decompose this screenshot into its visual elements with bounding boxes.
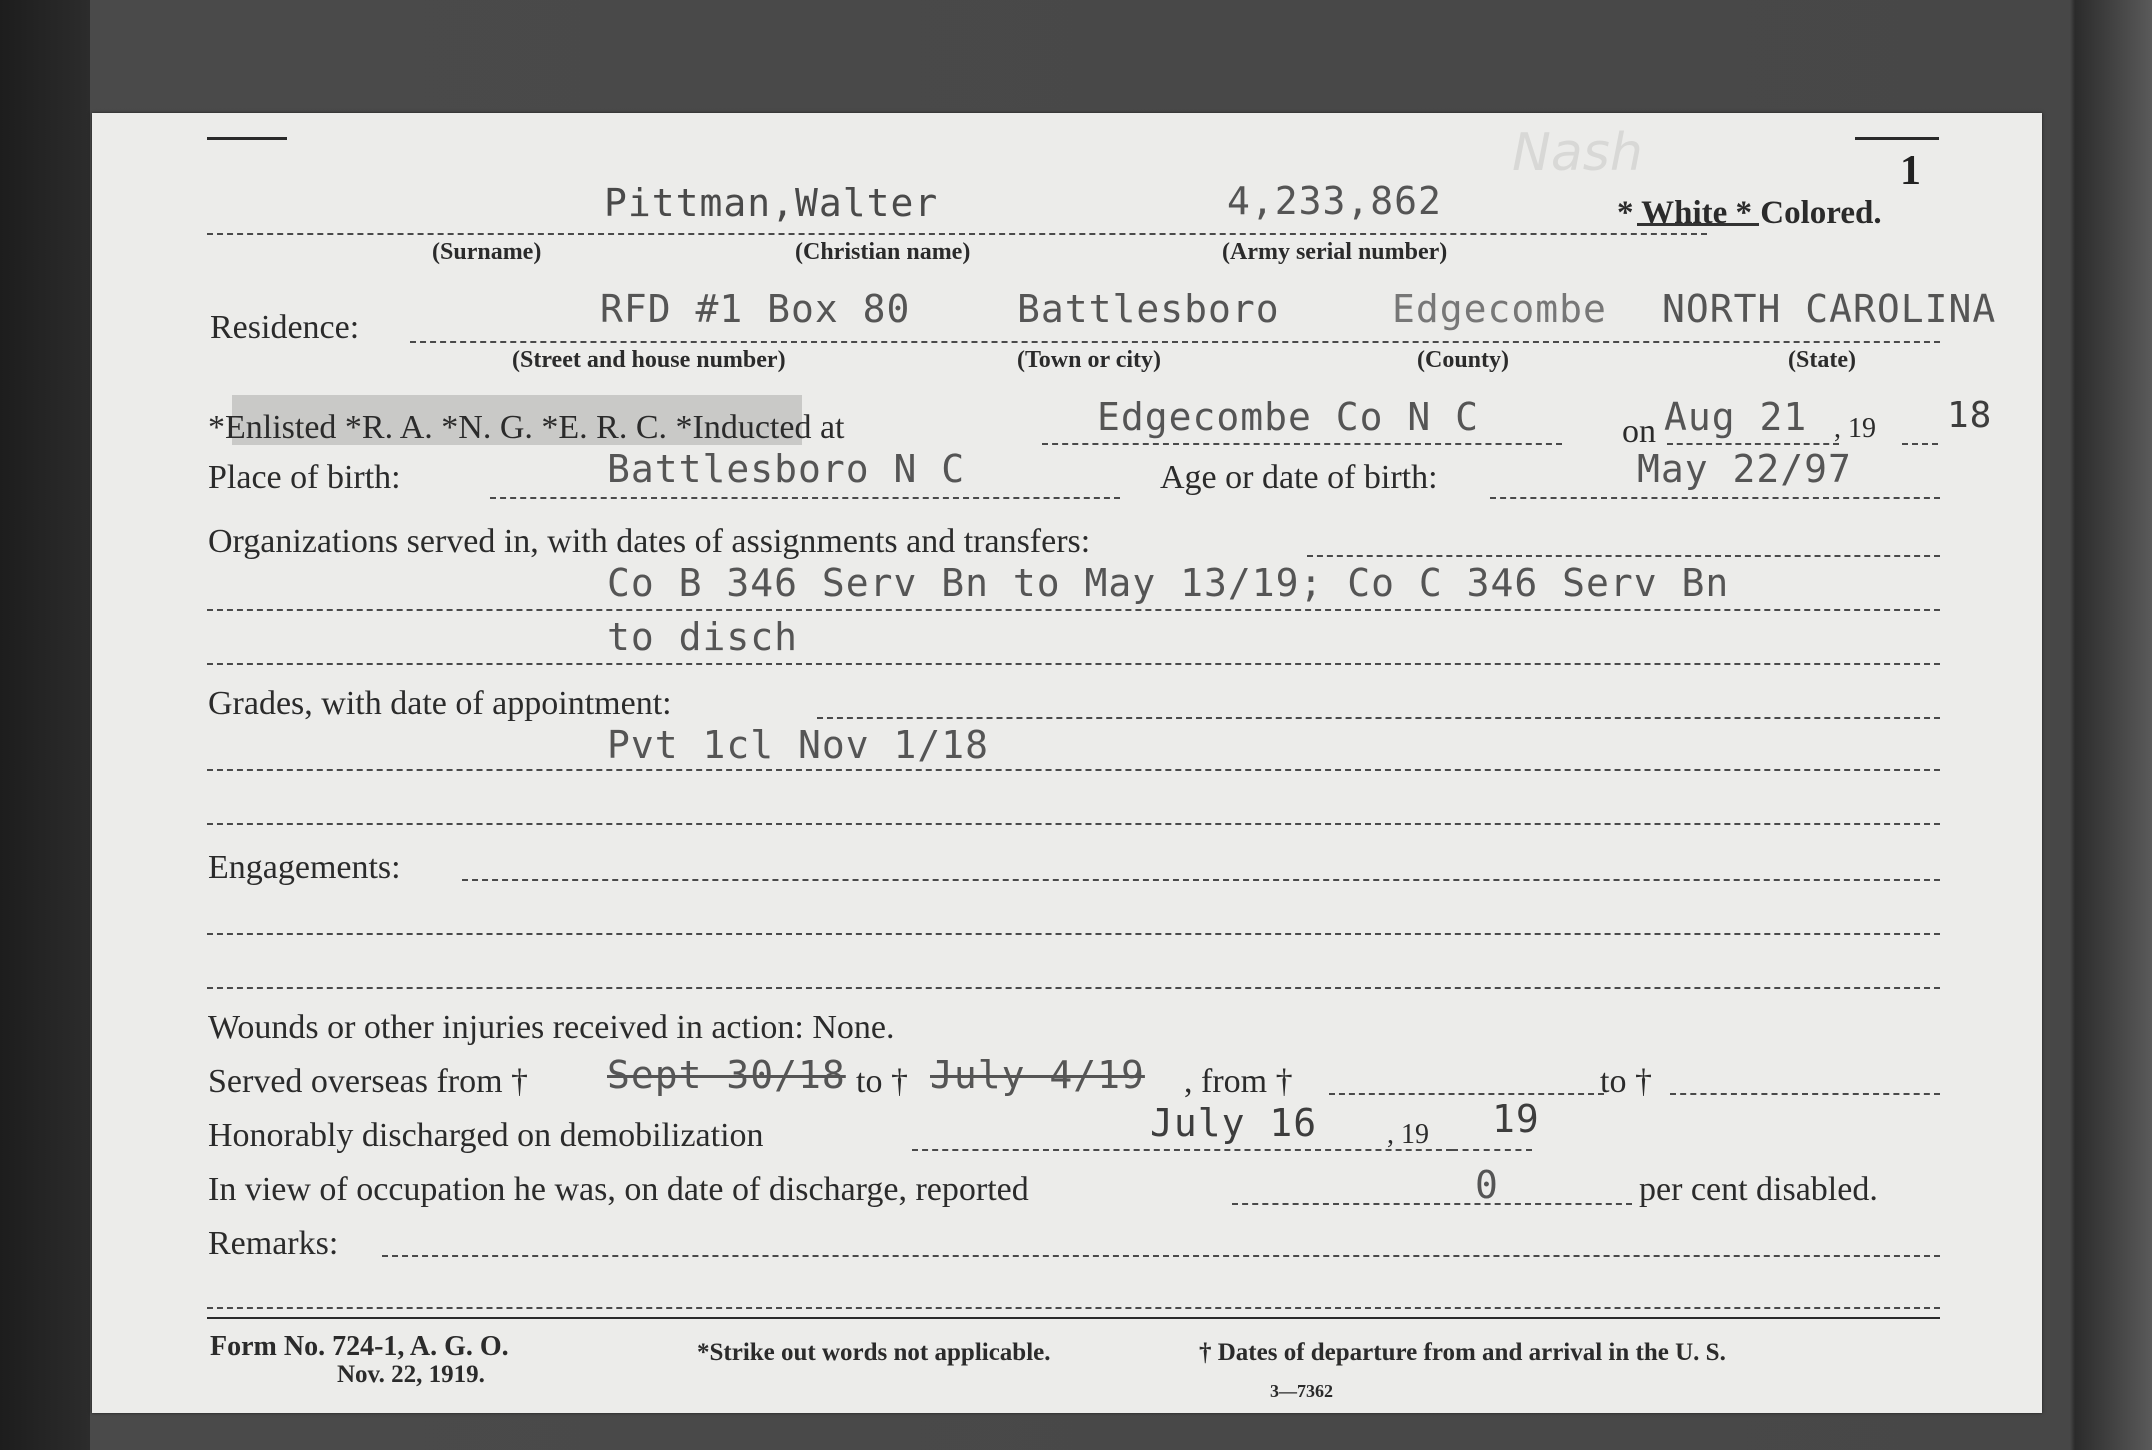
service-record-card	[92, 113, 2042, 1413]
caption-state: (State)	[1788, 347, 1856, 373]
grades-value: Pvt 1cl Nov 1/18	[607, 723, 990, 767]
wounds-label: Wounds or other injuries received in action: None.	[208, 1009, 895, 1046]
remarks-line-1	[207, 1307, 1940, 1309]
footer-rule	[207, 1317, 1940, 1319]
discharge-date-line	[912, 1149, 1452, 1151]
remarks-line-0	[382, 1255, 1940, 1257]
form-number: Form No. 724-1, A. G. O.	[210, 1331, 509, 1362]
induction-place: Edgecombe Co N C	[1097, 395, 1480, 439]
engagements-label: Engagements:	[208, 849, 401, 886]
strike-note: *Strike out words not applicable.	[697, 1339, 1051, 1366]
overseas-to2-line	[1670, 1093, 1940, 1095]
organizations-value-2: to disch	[607, 615, 799, 659]
grades-line-0	[817, 717, 1940, 719]
engagements-line-2	[207, 987, 1940, 989]
disability-line	[1232, 1203, 1632, 1205]
discharge-label: Honorably discharged on demobilization	[208, 1117, 764, 1154]
top-left-rule	[207, 137, 287, 140]
grades-line-2	[207, 823, 1940, 825]
birth-place-value: Battlesboro N C	[607, 447, 966, 491]
induction-date-line	[1667, 443, 1839, 445]
caption-surname: (Surname)	[432, 239, 542, 265]
engagements-line-1	[207, 933, 1940, 935]
induction-options: *Enlisted *R. A. *N. G. *E. R. C. *Inducted at	[208, 409, 845, 446]
grades-label: Grades, with date of appointment:	[208, 685, 672, 722]
discharge-year-line	[1452, 1149, 1532, 1151]
caption-street: (Street and house number)	[512, 347, 786, 373]
disability-value: 0	[1475, 1163, 1499, 1207]
print-code: 3—7362	[1270, 1381, 1333, 1401]
induction-year-line	[1902, 443, 1938, 445]
overseas-from-1: Sept 30/18	[607, 1053, 846, 1097]
disability-suffix: per cent disabled.	[1639, 1171, 1878, 1208]
caption-county: (County)	[1417, 347, 1510, 373]
card-number: 1	[1900, 148, 1921, 194]
overseas-to-1: July 4/19	[930, 1053, 1145, 1097]
overseas-from2-label: , from †	[1184, 1063, 1293, 1100]
residence-state: NORTH CAROLINA	[1662, 287, 1997, 331]
caption-christian: (Christian name)	[795, 239, 971, 265]
discharge-date: July 16	[1150, 1101, 1318, 1145]
residence-line	[410, 341, 1940, 343]
name-line	[207, 233, 1707, 235]
age-label: Age or date of birth:	[1160, 459, 1438, 496]
residence-label: Residence:	[210, 309, 360, 346]
discharge-year-prefix: , 19	[1387, 1119, 1429, 1150]
residence-street: RFD #1 Box 80	[600, 287, 911, 331]
induction-year: 18	[1947, 395, 1993, 436]
induction-date: Aug 21	[1664, 395, 1808, 439]
overseas-from2-line	[1329, 1093, 1604, 1095]
residence-county: Edgecombe	[1392, 287, 1607, 331]
form-date: Nov. 22, 1919.	[337, 1361, 485, 1388]
name-value: Pittman,Walter	[604, 181, 939, 225]
caption-town: (Town or city)	[1017, 347, 1161, 373]
organizations-line-2	[207, 663, 1940, 665]
disability-label: In view of occupation he was, on date of discharge, reported	[208, 1171, 1029, 1208]
overseas-to2-label: to †	[1600, 1063, 1652, 1100]
serial-value: 4,233,862	[1227, 179, 1442, 223]
induction-on-label: on	[1622, 413, 1656, 450]
discharge-year: 19	[1492, 1097, 1540, 1141]
overseas-label: Served overseas from †	[208, 1063, 529, 1100]
organizations-label: Organizations served in, with dates of assignments and transfers:	[208, 523, 1091, 560]
induction-place-line	[1042, 443, 1562, 445]
caption-serial: (Army serial number)	[1222, 239, 1448, 265]
pencil-note: Nash	[1512, 123, 1643, 183]
organizations-line-1	[207, 609, 1940, 611]
organizations-line-0	[1307, 555, 1940, 557]
organizations-value-1: Co B 346 Serv Bn to May 13/19; Co C 346 Serv Bn	[607, 561, 1730, 605]
race-options-text: * White * Colored.	[1617, 195, 1882, 231]
overseas-to-label: to †	[856, 1063, 908, 1100]
induction-year-prefix: , 19	[1834, 413, 1876, 444]
age-value: May 22/97	[1637, 447, 1852, 491]
white-strikeout	[1637, 223, 1759, 226]
top-right-rule	[1855, 137, 1939, 140]
age-line	[1490, 497, 1940, 499]
remarks-label: Remarks:	[208, 1225, 339, 1262]
residence-town: Battlesboro	[1017, 287, 1280, 331]
birth-place-label: Place of birth:	[208, 459, 401, 496]
grades-line-1	[207, 769, 1940, 771]
birth-place-line	[490, 497, 1120, 499]
dates-note: † Dates of departure from and arrival in the U. S.	[1199, 1339, 1726, 1366]
race-options	[1617, 195, 1882, 232]
engagements-line-0	[462, 879, 1940, 881]
